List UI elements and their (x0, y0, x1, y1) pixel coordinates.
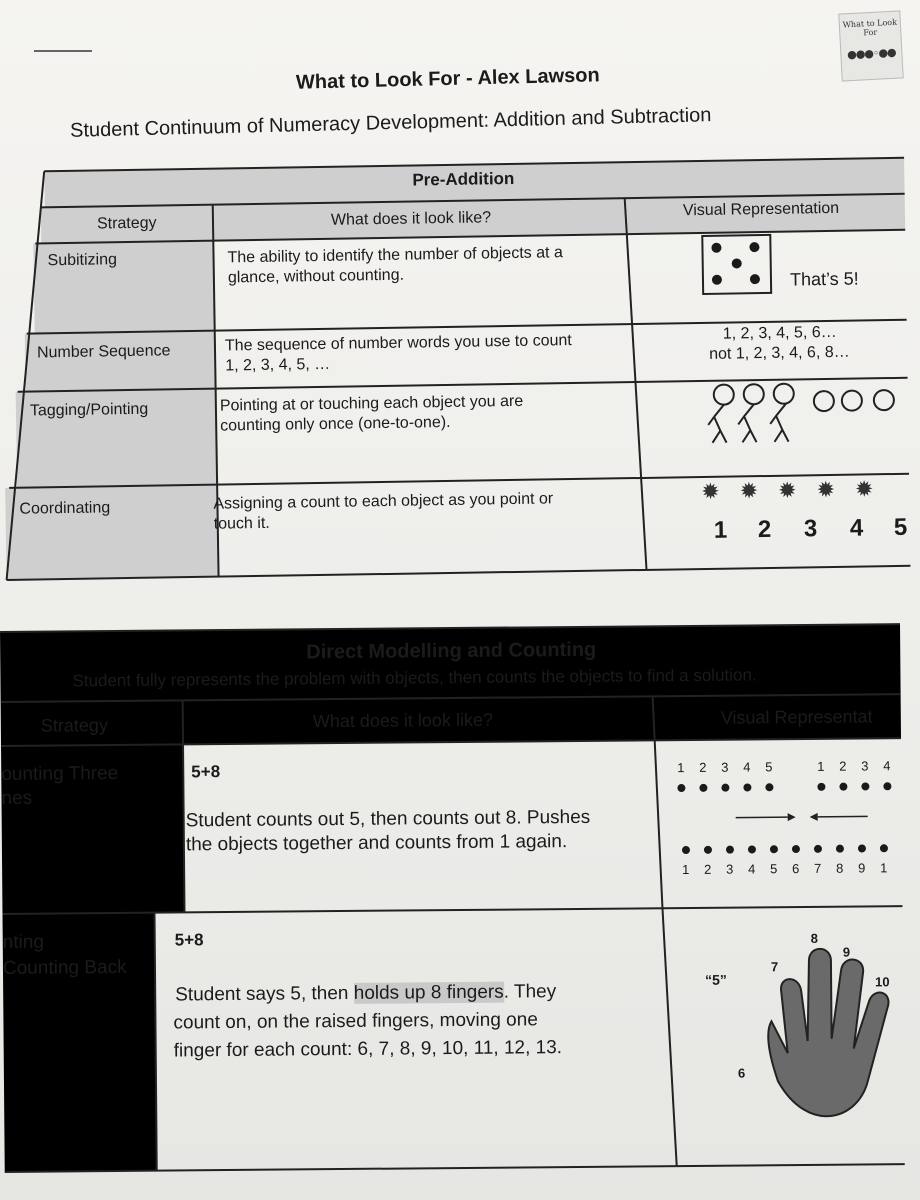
smiley-face-icon (714, 385, 734, 405)
subitizing-description-line-2: glance, without counting. (227, 266, 405, 287)
coordinating-description-line-1: Assigning a count to each object as you point or (213, 490, 554, 513)
counter-number: 1 (880, 860, 888, 876)
counter-number: 2 (704, 861, 712, 877)
strategy-counting-on-line-1: nting (2, 931, 45, 953)
counter-number: 5 (765, 759, 773, 775)
counting-on-text: . They (503, 981, 557, 1003)
visual-column-header: Visual Representation (682, 199, 840, 220)
page-rule (34, 50, 92, 52)
number-sequence-visual-line-2: not 1, 2, 3, 4, 6, 8… (709, 343, 850, 363)
tagging-description-line-1: Pointing at or touching each object you are (219, 392, 524, 415)
counting-three-times-description-line-1: Student counts out 5, then counts out 8. Pushes (185, 806, 591, 832)
smiley-face-icon (874, 390, 894, 410)
counter-number: 8 (836, 860, 844, 876)
counter-dot (726, 846, 734, 854)
what-to-look-for-logo (838, 10, 903, 81)
counter-number: 2 (839, 758, 847, 774)
counter-dot (836, 845, 844, 853)
counter-dot (748, 845, 756, 853)
pre-addition-title: Pre-Addition (412, 168, 515, 190)
counter-number: 1 (677, 760, 685, 776)
counter-number: 5 (770, 861, 778, 877)
strategy-number-sequence: Number Sequence (36, 342, 171, 362)
hand-quote-label: “5” (705, 971, 727, 988)
grid-line (662, 908, 676, 1166)
subitizing-description-line-1: The ability to identify the number of objects at a (227, 244, 563, 267)
strategy-counting-on-line-2: Counting Back (2, 956, 127, 979)
stick-figure-icon (708, 405, 727, 443)
pre-addition-table (0, 146, 907, 584)
finger-number: 9 (842, 944, 851, 960)
tagging-description-line-2: counting only once (one-to-one). (220, 413, 451, 435)
counter-dot (880, 844, 888, 852)
subitizing-caption: That’s 5! (789, 268, 859, 290)
hand-fingers-icon (747, 930, 899, 1141)
coordinating-number: 5 (893, 513, 908, 542)
counter-dot (765, 783, 773, 791)
counting-on-description-line-3: finger for each count: 6, 7, 8, 9, 10, 11, 12, 13. (173, 1037, 563, 1062)
counter-number: 4 (748, 861, 756, 877)
coordinating-number: 4 (849, 514, 864, 542)
counter-number: 1 (817, 758, 825, 774)
direct-modelling-title: Direct Modelling and Counting (306, 638, 597, 664)
smiley-face-icon (842, 390, 862, 410)
counter-dot (677, 784, 685, 792)
push-together-arrows-icon (732, 808, 872, 825)
counter-number: 3 (861, 758, 869, 774)
number-sequence-description-line-2: 1, 2, 3, 4, 5, … (225, 355, 331, 375)
counter-dot (770, 845, 778, 853)
direct-modelling-table (0, 620, 905, 1200)
counter-dot (861, 782, 869, 790)
counter-dot (817, 783, 825, 791)
highlighted-text: holds up 8 fingers (353, 981, 504, 1004)
strategy-column-header: Strategy (40, 715, 108, 736)
logo-text: What to Look For (842, 17, 898, 38)
logo-scribble-icon: ●●●◦●● (846, 45, 896, 62)
counting-on-description-line-2: count on, on the raised fingers, moving one (173, 1009, 538, 1034)
coordinating-number: 2 (757, 515, 772, 544)
strategy-column-header: Strategy (96, 214, 157, 233)
counter-dot (721, 784, 729, 792)
problem-label: 5+8 (191, 762, 221, 782)
coordinating-number: 1 (713, 516, 728, 544)
finger-number: 6 (737, 1065, 746, 1081)
coordinating-number: 3 (803, 515, 818, 543)
counter-dot (699, 784, 707, 792)
smiley-face-icon (814, 391, 834, 411)
counter-dot (704, 846, 712, 854)
counter-dot (682, 846, 690, 854)
document-title: What to Look For - Alex Lawson (295, 64, 600, 94)
sun-icons-row: ✹✹✹✹✹ (701, 476, 894, 505)
counter-dot (839, 783, 847, 791)
problem-label: 5+8 (174, 930, 204, 950)
counter-number: 2 (699, 759, 707, 775)
stick-figure-icon (738, 404, 757, 442)
counter-dot (883, 782, 891, 790)
counter-number: 1 (682, 861, 690, 878)
look-column-header: What does it look like? (312, 709, 494, 732)
smiley-face-icon (744, 384, 764, 404)
strategy-counting-three-times-line-2: nes (1, 787, 33, 809)
strategy-tagging-pointing: Tagging/Pointing (29, 400, 149, 420)
counting-three-times-description-line-2: the objects together and counts from 1 again. (185, 831, 568, 856)
strategy-coordinating: Coordinating (19, 499, 111, 518)
counter-dot (792, 845, 800, 853)
stick-figure-icon (770, 404, 789, 442)
finger-number: 8 (810, 930, 819, 946)
document-subtitle: Student Continuum of Numeracy Development: Addition and Subtraction (69, 104, 712, 142)
counter-number: 6 (792, 861, 800, 877)
look-column-header: What does it look like? (330, 209, 492, 229)
grid-line (625, 198, 647, 570)
number-sequence-description-line-1: The sequence of number words you use to count (224, 332, 572, 355)
finger-number: 10 (875, 974, 890, 990)
counter-number: 7 (814, 860, 822, 876)
counting-on-text: Student says 5, then (175, 982, 354, 1006)
counter-dot (814, 845, 822, 853)
counter-number: 9 (858, 860, 866, 876)
strategy-subitizing: Subitizing (47, 251, 118, 270)
direct-modelling-description: Student fully represents the problem with objects, then counts the objects to find a solution. (72, 665, 757, 691)
finger-number: 7 (770, 959, 779, 975)
counter-number: 4 (743, 759, 751, 775)
counter-number: 3 (721, 759, 729, 775)
coordinating-description-line-2: touch it. (213, 514, 270, 533)
counter-number: 4 (883, 758, 891, 774)
visual-column-header: Visual Representat (720, 706, 873, 728)
number-sequence-visual-line-1: 1, 2, 3, 4, 5, 6… (722, 323, 837, 343)
dice-five-icon (701, 234, 772, 295)
strategy-counting-three-times-line-1: ounting Three (1, 762, 119, 785)
counter-dot (743, 783, 751, 791)
pointing-figures-icon (694, 378, 905, 457)
counter-number: 3 (726, 861, 734, 877)
counter-dot (858, 844, 866, 852)
smiley-face-icon (774, 384, 794, 404)
counting-on-description-line-1 (175, 981, 556, 1006)
